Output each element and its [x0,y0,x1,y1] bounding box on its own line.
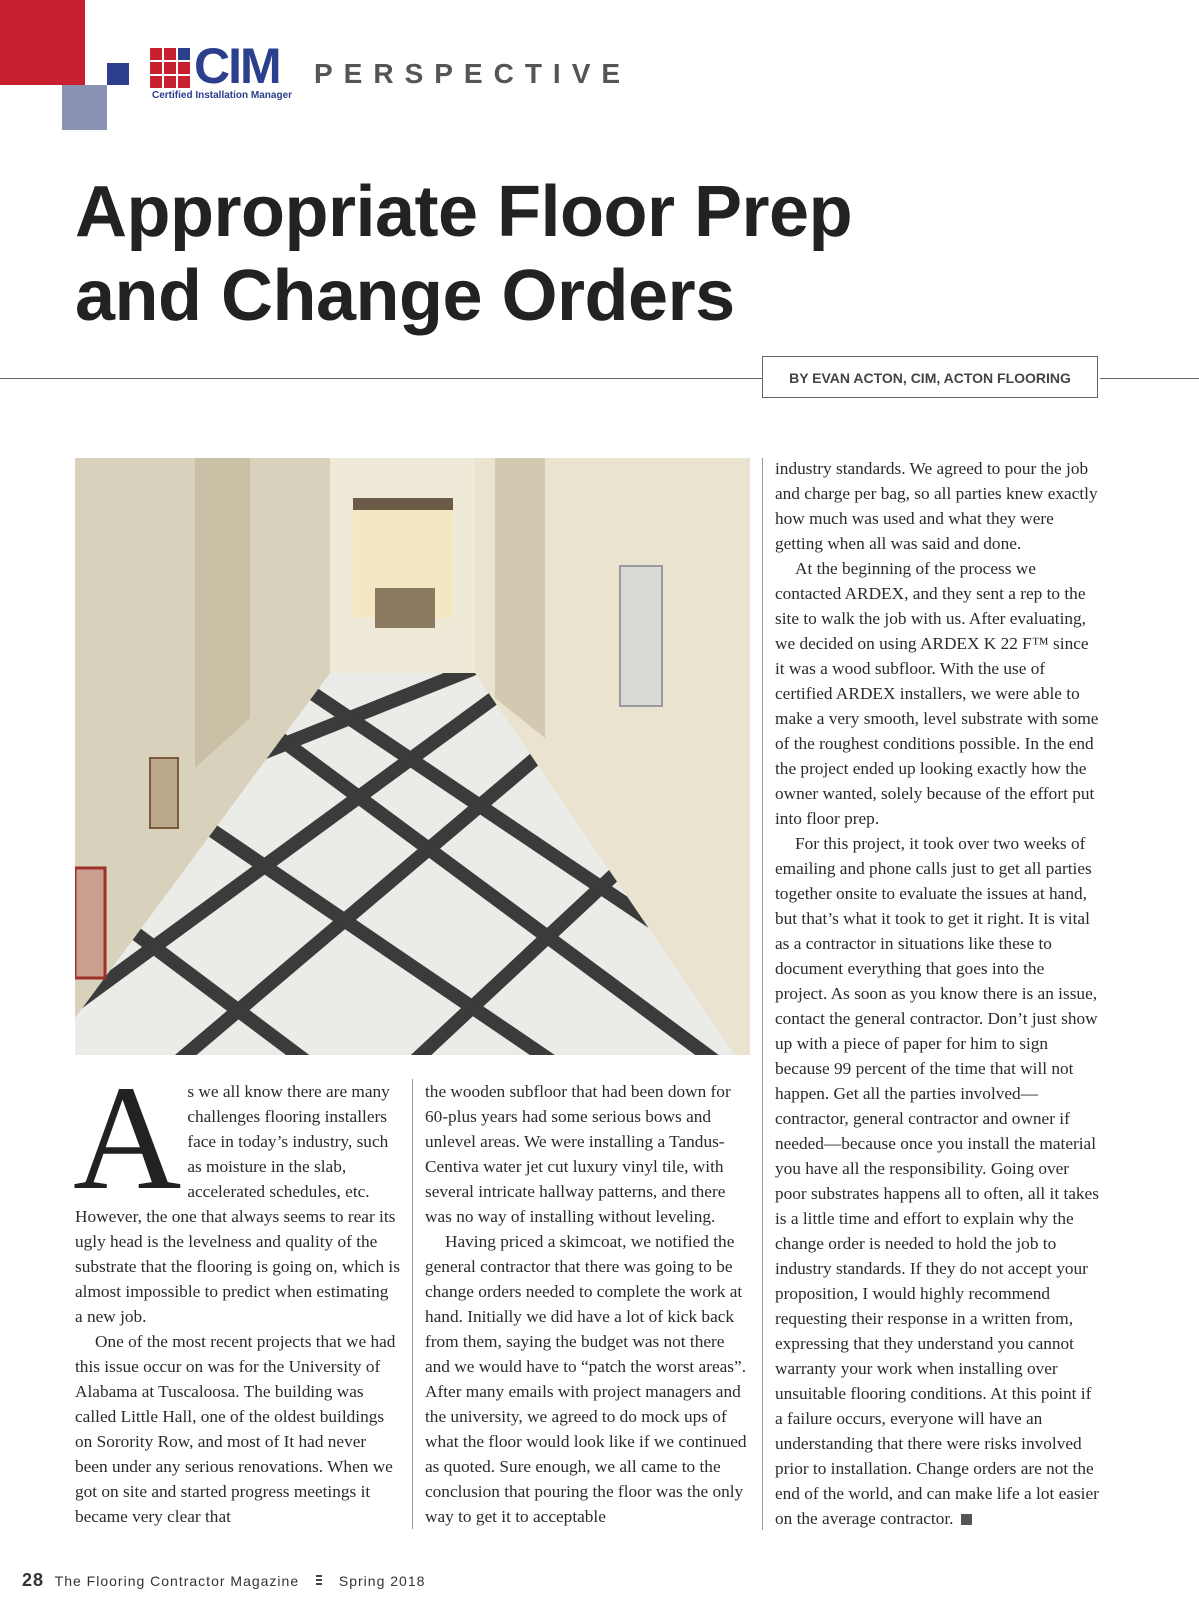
issue-date: Spring 2018 [338,1573,426,1589]
column-divider-2 [762,458,763,1530]
paragraph-ardex: At the beginning of the process we contacted ARDEX, and they sent a rep to the site to walk the job with us. After evaluating, we decided on using ARDEX K 22 F™ since it was a wood subfloor. With the use of certified ARDEX installers, we were able to make a very smooth, level substrate with some of the roughest conditions possible. In the end the project ended up looking exactly how the owner wanted, solely because of the effort put into floor prep. [775,559,1099,828]
article-title [75,170,1075,338]
byline: BY EVAN ACTON, CIM, ACTON FLOORING [762,356,1098,398]
footer-separator-icon [316,1575,322,1587]
hallway-floor-photo [75,458,750,1055]
cim-logo-grid-icon [150,48,192,90]
section-label: PERSPECTIVE [314,58,632,89]
article-column-1 [73,1055,400,1529]
column-divider-1 [412,1079,413,1529]
title-line-2: and Change Orders [75,256,735,336]
title-rule-left [0,378,762,379]
paragraph-standards: industry standards. We agreed to pour the job and charge per bag, so all parties knew exactly how much was used and what they were getting when all was said and done. [775,459,1098,553]
paragraph-intro: s we all know there are many challenges flooring installers face in today’s industry, such as moisture in the slab, accelerated schedules, etc. However, the one that always seems to rear its ugly head is the levelness and quality of the substrate that the flooring is going on, which is almost impossible to predict when estimating a new job. [75,1082,400,1326]
corner-red-square [0,0,85,85]
paragraph-conclusion: For this project, it took over two weeks of emailing and phone calls just to get all parties together onsite to evaluate the issues at hand, but that’s what it took to get it right. It is vital as a contractor in situations like these to document everything that goes into the project. As soon as you know there is an issue, contact the general contractor. Don’t just show up with a piece of paper for him to sign because 99 percent of the time that will not happen. Get all the parties involved—contractor, general contractor and owner if needed—because once you install the material you have all the responsibility. Going over poor substrates happens all to often, all it takes is a little time and effort to explain why the change order is needed to hold the job to industry standards. If they do not accept your proposition, I would highly recommend requesting their response in a written from, expressing that they understand you cannot warranty your work when installing over unsuitable flooring conditions. At this point if a failure occurs, everyone will have an understanding that there were risks involved prior to installation. Change orders are not the end of the world, and can make life a lot easier on the average contractor. [775,834,1099,1528]
drop-cap: A [73,1055,182,1221]
paragraph-project: One of the most recent projects that we had this issue occur on was for the University of Alabama at Tuscaloosa. The building was called Little Hall, one of the oldest buildings on Sorority Row, and most of It had never been under any serious renovations. When we got on site and started progress meetings it became very clear that [75,1332,396,1526]
corner-gray-square [62,85,107,130]
paragraph-subfloor: the wooden subfloor that had been down for 60-plus years had some serious bows and unlevel areas. We were installing a Tandus-Centiva water jet cut luxury vinyl tile, with several intricate hallway patterns, and there was no way of installing without leveling. [425,1082,731,1226]
title-rule-right [1100,378,1199,379]
page-number: 28 [22,1570,45,1590]
logo-text: CIM [194,38,280,94]
title-line-1: Appropriate Floor Prep [75,172,853,252]
magazine-name: The Flooring Contractor Magazine [54,1573,300,1589]
article-column-2 [425,1079,750,1529]
cim-logo [150,38,298,104]
end-mark-icon [961,1514,972,1525]
logo-subtitle: Certified Installation Manager [152,90,293,101]
page-footer [22,1570,425,1591]
article-column-3 [775,456,1100,1531]
paragraph-skimcoat: Having priced a skimcoat, we notified the general contractor that there was going to be change orders needed to complete the work at hand. Initially we did have a lot of kick back from them, saying the budget was not there and we would have to “patch the worst areas”. After many emails with project managers and the university, we agreed to do mock ups of what the floor would look like if we continued as quoted. Sure enough, we all came to the conclusion that pouring the floor was the only way to get it to acceptable [425,1232,747,1526]
corner-blue-square [107,63,129,85]
